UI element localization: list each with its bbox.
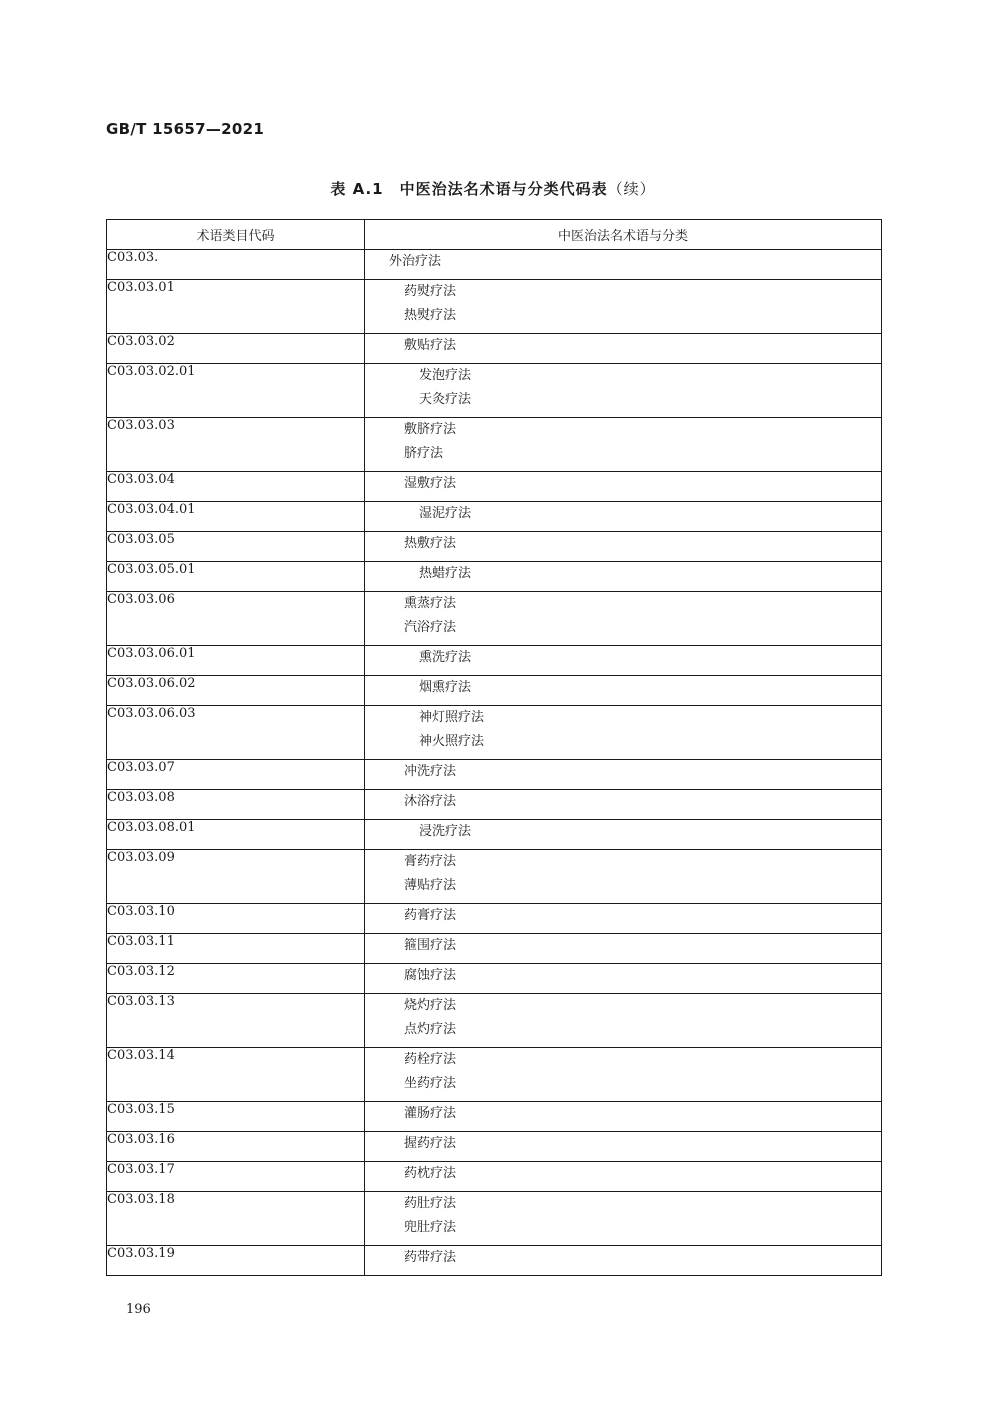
term-cell [365, 790, 882, 820]
table-row [107, 418, 882, 472]
term-text: 膏药疗法 [404, 854, 457, 869]
table-row [107, 1048, 882, 1102]
term-cell [365, 364, 882, 418]
category-code-cell: C03.03.08.01 [107, 820, 365, 850]
term-text: 神灯照疗法 [419, 710, 485, 725]
table-row [107, 934, 882, 964]
table-row [107, 1102, 882, 1132]
table-row [107, 790, 882, 820]
table-row [107, 250, 882, 280]
term-text: 药枕疗法 [404, 1166, 457, 1181]
category-code-cell: C03.03.04 [107, 472, 365, 502]
term-text: 热敷疗法 [404, 536, 457, 551]
term-cell [365, 934, 882, 964]
table-row [107, 280, 882, 334]
table-row [107, 646, 882, 676]
term-cell [365, 1246, 882, 1276]
category-code-cell: C03.03.07 [107, 760, 365, 790]
table-title-text: 表 A.1 中医治法名术语与分类代码表 [330, 180, 608, 198]
term-text: 药膏疗法 [404, 908, 457, 923]
table-row [107, 994, 882, 1048]
category-code-cell: C03.03.02.01 [107, 364, 365, 418]
term-text: 敷脐疗法 [404, 422, 457, 437]
term-text: 熏蒸疗法 [404, 596, 457, 611]
standard-code: GB/T 15657—2021 [106, 120, 265, 138]
term-text: 天灸疗法 [419, 392, 472, 407]
category-code-cell: C03.03. [107, 250, 365, 280]
term-cell [365, 760, 882, 790]
term-text: 握药疗法 [404, 1136, 457, 1151]
category-code-cell: C03.03.06.03 [107, 706, 365, 760]
term-cell [365, 502, 882, 532]
term-text: 药熨疗法 [404, 284, 457, 299]
table-row [107, 964, 882, 994]
table-row [107, 1192, 882, 1246]
term-text: 坐药疗法 [404, 1076, 457, 1091]
term-cell [365, 904, 882, 934]
table-row [107, 502, 882, 532]
term-text: 热蜡疗法 [419, 566, 472, 581]
term-cell [365, 250, 882, 280]
term-cell [365, 964, 882, 994]
category-code-cell: C03.03.10 [107, 904, 365, 934]
category-code-cell: C03.03.04.01 [107, 502, 365, 532]
classification-table [106, 219, 882, 1276]
term-text: 外治疗法 [389, 254, 442, 269]
table-row [107, 760, 882, 790]
category-code-cell: C03.03.09 [107, 850, 365, 904]
term-cell [365, 850, 882, 904]
category-code-cell: C03.03.11 [107, 934, 365, 964]
table-row [107, 706, 882, 760]
table-header-row [107, 220, 882, 250]
category-code-cell: C03.03.03 [107, 418, 365, 472]
term-text: 药栓疗法 [404, 1052, 457, 1067]
table-row [107, 1246, 882, 1276]
term-text: 汽浴疗法 [404, 620, 457, 635]
table-title-continued: （续） [607, 180, 656, 198]
term-cell [365, 418, 882, 472]
category-code-cell: C03.03.05.01 [107, 562, 365, 592]
table-row [107, 562, 882, 592]
category-code-cell: C03.03.18 [107, 1192, 365, 1246]
table-row [107, 1162, 882, 1192]
term-text: 湿敷疗法 [404, 476, 457, 491]
term-cell [365, 706, 882, 760]
term-text: 点灼疗法 [404, 1022, 457, 1037]
category-code-cell: C03.03.13 [107, 994, 365, 1048]
term-text: 腐蚀疗法 [404, 968, 457, 983]
term-cell [365, 1132, 882, 1162]
term-text: 烧灼疗法 [404, 998, 457, 1013]
category-code-cell: C03.03.05 [107, 532, 365, 562]
table-row [107, 364, 882, 418]
table-row [107, 820, 882, 850]
table-row [107, 472, 882, 502]
term-cell [365, 1048, 882, 1102]
term-cell [365, 1102, 882, 1132]
category-code-cell: C03.03.14 [107, 1048, 365, 1102]
term-cell [365, 472, 882, 502]
table-row [107, 676, 882, 706]
category-code-cell: C03.03.15 [107, 1102, 365, 1132]
table-title [106, 178, 880, 199]
category-code-cell: C03.03.16 [107, 1132, 365, 1162]
term-text: 兜肚疗法 [404, 1220, 457, 1235]
category-code-cell: C03.03.17 [107, 1162, 365, 1192]
term-text: 箍围疗法 [404, 938, 457, 953]
column-header-code: 术语类目代码 [107, 220, 365, 250]
category-code-cell: C03.03.08 [107, 790, 365, 820]
category-code-cell: C03.03.06.02 [107, 676, 365, 706]
term-cell [365, 646, 882, 676]
column-header-term: 中医治法名术语与分类 [365, 220, 882, 250]
term-text: 沐浴疗法 [404, 794, 457, 809]
category-code-cell: C03.03.06.01 [107, 646, 365, 676]
term-text: 灌肠疗法 [404, 1106, 457, 1121]
term-text: 熏洗疗法 [419, 650, 472, 665]
table-row [107, 334, 882, 364]
term-text: 脐疗法 [404, 446, 444, 461]
term-text: 薄贴疗法 [404, 878, 457, 893]
term-text: 发泡疗法 [419, 368, 472, 383]
term-text: 药带疗法 [404, 1250, 457, 1265]
category-code-cell: C03.03.01 [107, 280, 365, 334]
term-cell [365, 592, 882, 646]
category-code-cell: C03.03.06 [107, 592, 365, 646]
table-row [107, 850, 882, 904]
term-cell [365, 562, 882, 592]
page-number: 196 [126, 1302, 151, 1317]
term-text: 浸洗疗法 [419, 824, 472, 839]
term-text: 冲洗疗法 [404, 764, 457, 779]
table-body [107, 250, 882, 1276]
term-text: 药肚疗法 [404, 1196, 457, 1211]
term-cell [365, 1192, 882, 1246]
category-code-cell: C03.03.19 [107, 1246, 365, 1276]
term-text: 烟熏疗法 [419, 680, 472, 695]
term-text: 湿泥疗法 [419, 506, 472, 521]
term-cell [365, 334, 882, 364]
term-text: 热熨疗法 [404, 308, 457, 323]
term-cell [365, 820, 882, 850]
table-row [107, 904, 882, 934]
term-cell [365, 994, 882, 1048]
table-row [107, 592, 882, 646]
table-row [107, 1132, 882, 1162]
term-cell [365, 280, 882, 334]
category-code-cell: C03.03.12 [107, 964, 365, 994]
term-cell [365, 676, 882, 706]
term-cell [365, 1162, 882, 1192]
table-row [107, 532, 882, 562]
term-text: 神火照疗法 [419, 734, 485, 749]
term-text: 敷贴疗法 [404, 338, 457, 353]
category-code-cell: C03.03.02 [107, 334, 365, 364]
term-cell [365, 532, 882, 562]
